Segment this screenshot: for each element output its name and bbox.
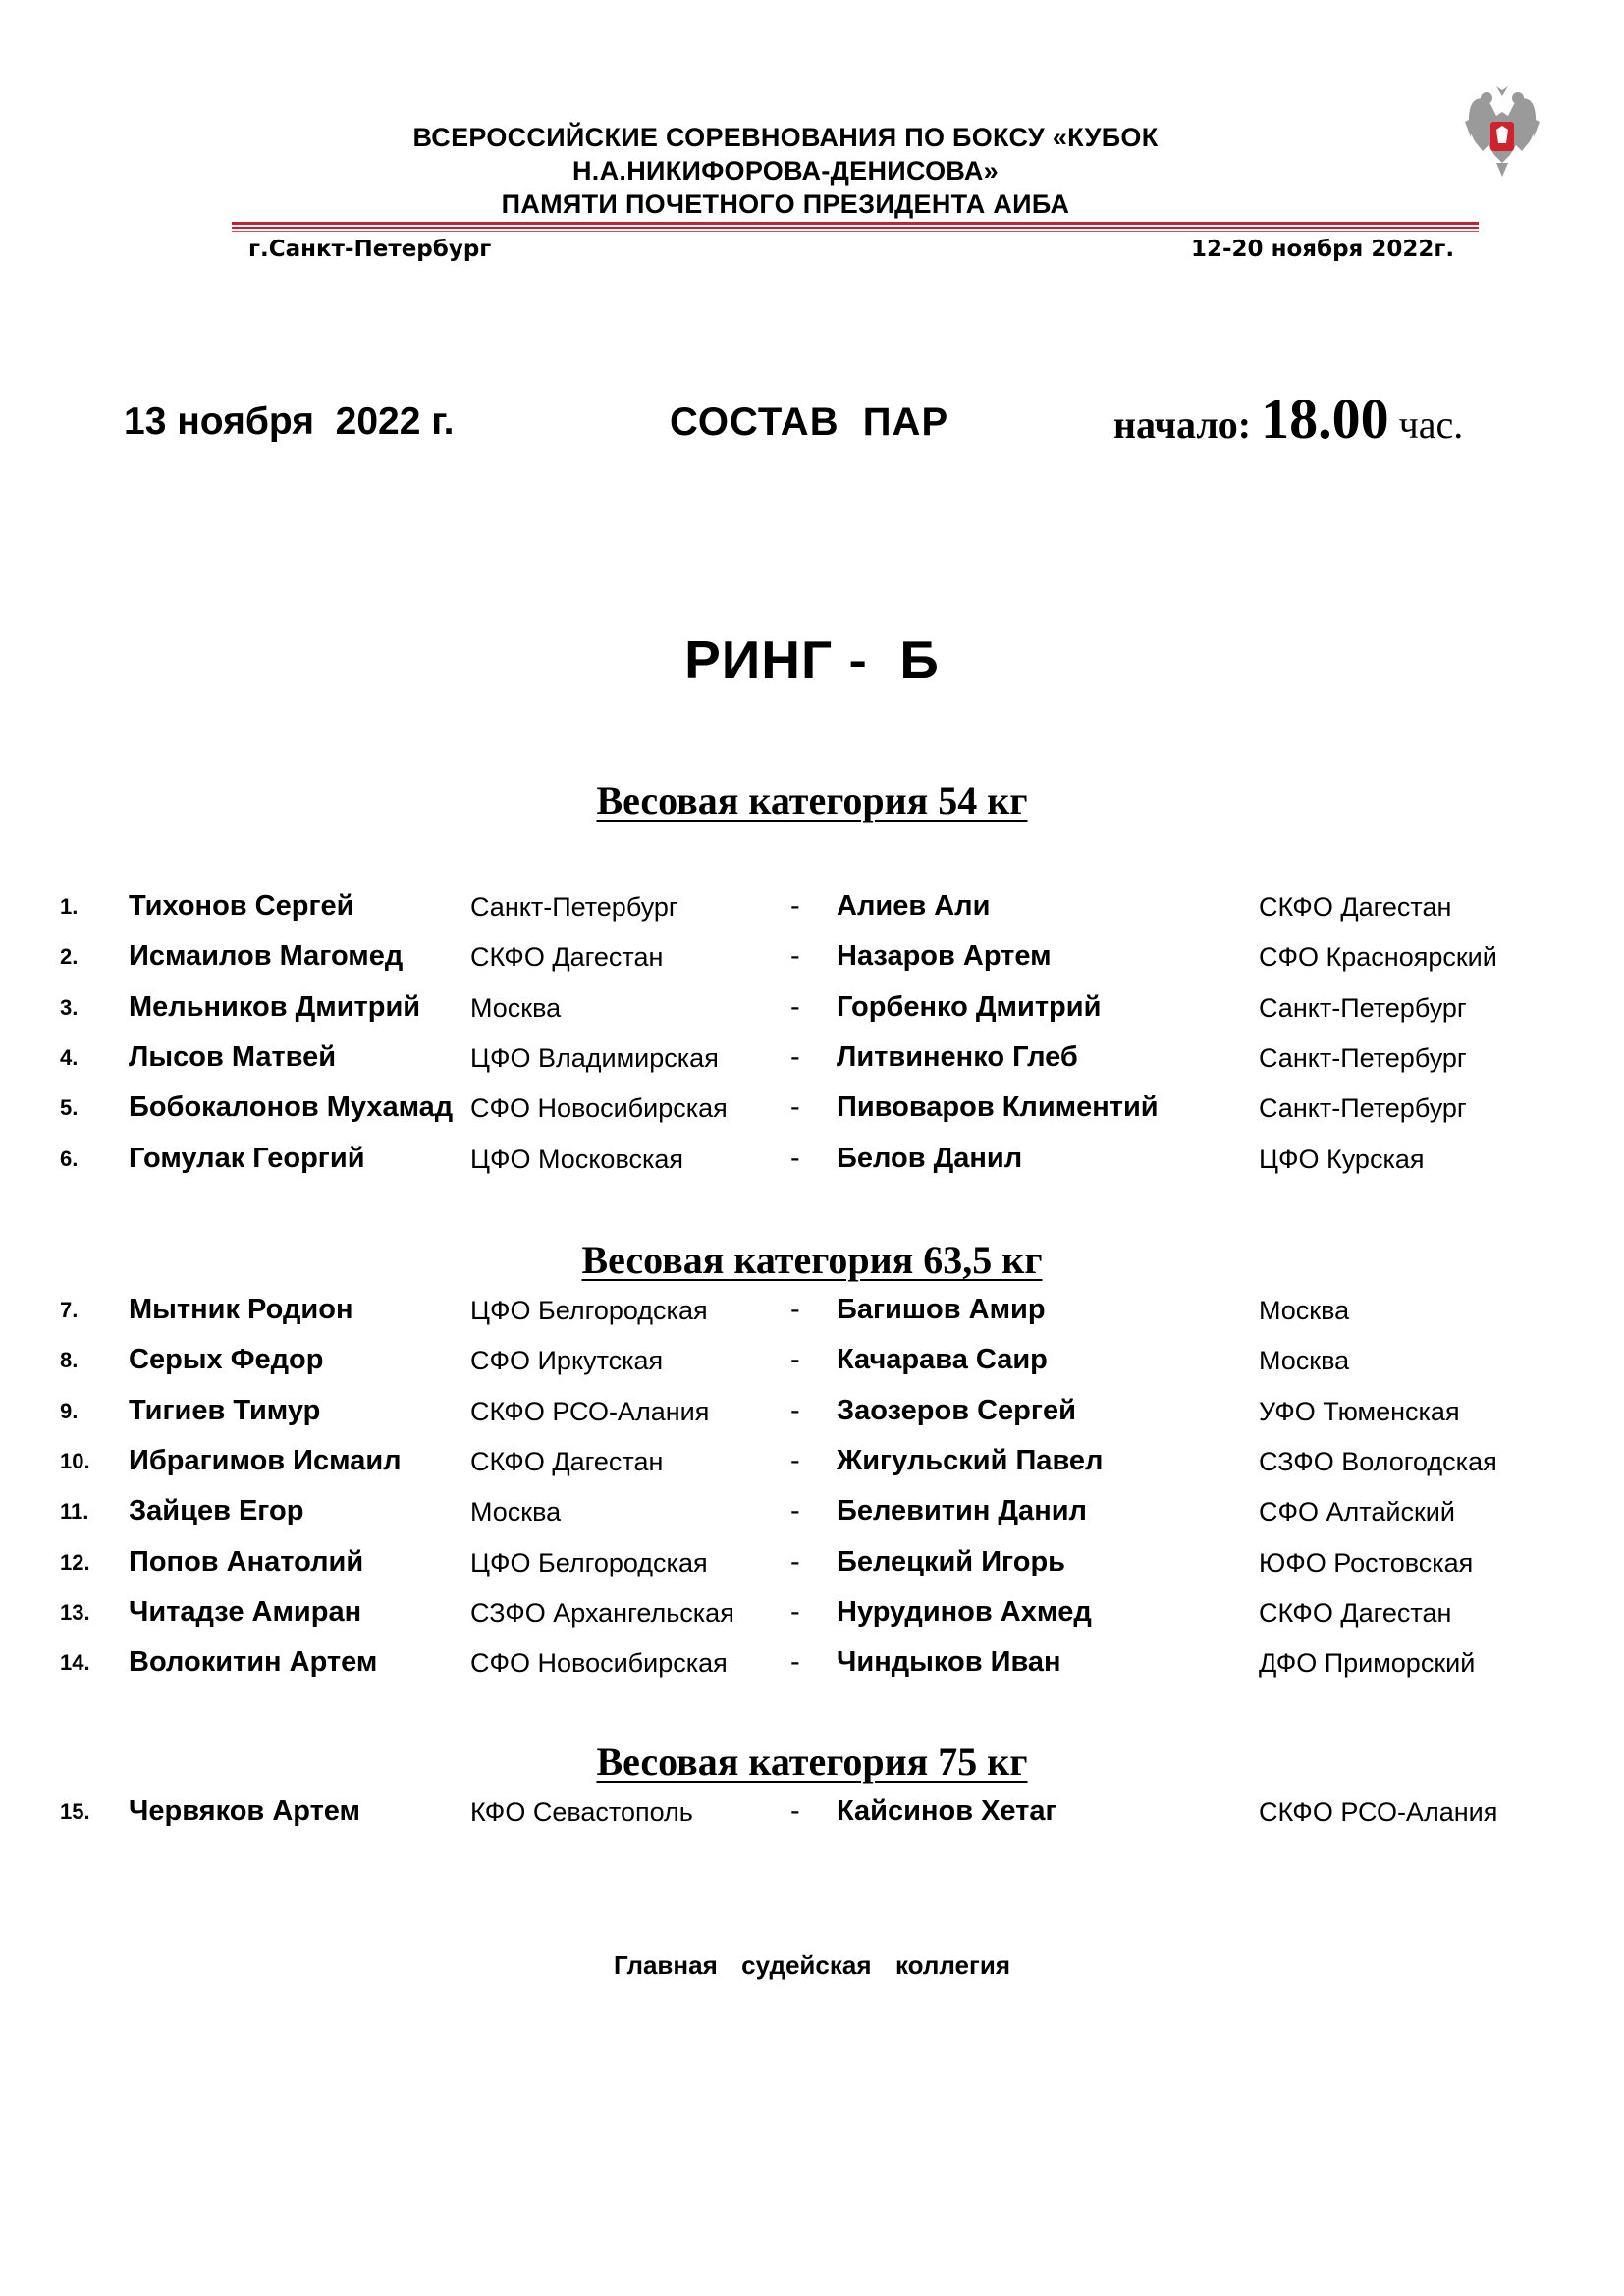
boxer-blue-region: СФО Красноярский (1259, 942, 1497, 972)
boxer-blue-name: Белов Данил (837, 1143, 1023, 1174)
boxer-blue-name: Назаров Артем (837, 940, 1052, 972)
event-dates: 12-20 ноября 2022г. (1191, 237, 1455, 262)
boxer-red-region: ЦФО Белгородская (470, 1296, 708, 1325)
ring-title: РИНГ - Б (684, 629, 940, 690)
boxer-blue-region: СЗФО Вологодская (1259, 1447, 1497, 1476)
bout-number: 9. (60, 1399, 79, 1423)
bout-separator: - (790, 1294, 800, 1325)
boxer-blue-region: СФО Алтайский (1259, 1497, 1455, 1526)
double-headed-eagle-emblem-icon (1461, 82, 1543, 181)
boxer-red-name: Мельников Дмитрий (129, 991, 421, 1023)
boxer-red-region: СФО Новосибирская (470, 1094, 728, 1123)
boxer-blue-region: СКФО РСО-Алания (1259, 1797, 1498, 1827)
boxer-red-region: СКФО Дагестан (470, 1447, 664, 1476)
bout-number: 2. (60, 944, 79, 969)
boxer-blue-region: ЮФО Ростовская (1259, 1548, 1474, 1577)
bout-number: 7. (60, 1298, 79, 1322)
boxer-blue-name: Кайсинов Хетаг (837, 1795, 1057, 1827)
footer-signature: Главная судейская коллегия (614, 1950, 1010, 1980)
header-rule-bottom (232, 231, 1479, 232)
boxer-blue-name: Белевитин Данил (837, 1495, 1087, 1526)
header-rule-top (232, 222, 1479, 225)
bout-number: 11. (60, 1499, 89, 1523)
boxer-red-name: Попов Анатолий (129, 1546, 364, 1577)
bout-number: 12. (60, 1550, 90, 1575)
boxer-blue-name: Горбенко Дмитрий (837, 991, 1102, 1023)
boxer-red-region: СФО Новосибирская (470, 1648, 728, 1678)
title-line-3: ПАМЯТИ ПОЧЕТНОГО ПРЕЗИДЕНТА АИБА (501, 189, 1070, 219)
bout-date: 13 ноября 2022 г. (124, 400, 455, 443)
boxer-blue-name: Литвиненко Глеб (837, 1041, 1078, 1073)
boxer-red-name: Мытник Родион (129, 1294, 353, 1325)
start-time-unit: час. (1398, 402, 1464, 447)
bout-number: 1. (60, 894, 79, 919)
weight-category-title: Весовая категория 75 кг (596, 1739, 1028, 1784)
boxer-blue-region: Москва (1259, 1296, 1350, 1325)
bout-number: 8. (60, 1348, 79, 1372)
bout-number: 4. (60, 1045, 79, 1070)
boxer-blue-region: УФО Тюменская (1259, 1397, 1460, 1426)
boxer-blue-name: Белецкий Игорь (837, 1546, 1065, 1577)
city: г.Санкт-Петербург (248, 237, 492, 262)
boxer-blue-region: ЦФО Курская (1259, 1145, 1425, 1174)
boxer-red-name: Читадзе Амиран (129, 1596, 362, 1628)
bout-separator: - (790, 1143, 800, 1174)
bout-separator: - (790, 1646, 800, 1678)
bout-separator: - (790, 1395, 800, 1426)
boxer-red-region: ЦФО Владимирская (470, 1043, 719, 1073)
bout-row (0, 890, 1624, 930)
boxer-blue-region: ДФО Приморский (1259, 1648, 1476, 1678)
boxer-blue-region: СКФО Дагестан (1259, 1598, 1452, 1628)
bout-row (0, 1041, 1624, 1081)
boxer-blue-name: Алиев Али (837, 890, 991, 922)
bout-separator: - (790, 1795, 800, 1827)
boxer-red-region: Москва (470, 993, 562, 1023)
boxer-blue-name: Пивоваров Климентий (837, 1092, 1159, 1123)
bout-row (0, 1143, 1624, 1182)
pairs-heading: СОСТАВ ПАР (670, 400, 949, 444)
boxer-red-name: Червяков Артем (129, 1795, 360, 1827)
boxer-red-region: СКФО РСО-Алания (470, 1397, 710, 1426)
bout-separator: - (790, 1596, 800, 1628)
boxer-red-region: ЦФО Белгородская (470, 1548, 708, 1577)
boxer-red-name: Зайцев Егор (129, 1495, 304, 1526)
bout-number: 5. (60, 1095, 79, 1120)
bout-row (0, 1596, 1624, 1635)
bout-row (0, 1395, 1624, 1434)
bout-row (0, 1445, 1624, 1484)
boxer-red-region: Москва (470, 1497, 562, 1526)
boxer-red-name: Тихонов Сергей (129, 890, 354, 922)
title-line-1: ВСЕРОССИЙСКИЕ СОРЕВНОВАНИЯ ПО БОКСУ «КУБОК (412, 123, 1159, 152)
bout-separator: - (790, 1041, 800, 1073)
boxer-blue-region: СКФО Дагестан (1259, 892, 1452, 922)
boxer-blue-region: Санкт-Петербург (1259, 1043, 1467, 1073)
start-time (1113, 386, 1463, 452)
bout-separator: - (790, 1495, 800, 1526)
bout-separator: - (790, 890, 800, 922)
bout-separator: - (790, 940, 800, 972)
bout-row (0, 1795, 1624, 1835)
bout-row (0, 1344, 1624, 1383)
boxer-blue-region: Санкт-Петербург (1259, 993, 1467, 1023)
bout-separator: - (790, 1344, 800, 1375)
boxer-red-name: Исмаилов Магомед (129, 940, 404, 972)
bout-row (0, 1546, 1624, 1585)
bout-number: 6. (60, 1147, 79, 1171)
weight-category-title: Весовая категория 54 кг (596, 778, 1028, 823)
bout-number: 13. (60, 1600, 90, 1625)
bout-row (0, 940, 1624, 980)
boxer-blue-name: Чиндыков Иван (837, 1646, 1061, 1678)
boxer-red-name: Волокитин Артем (129, 1646, 378, 1678)
boxer-red-region: ЦФО Московская (470, 1145, 684, 1174)
bout-row (0, 1495, 1624, 1534)
boxer-blue-region: Москва (1259, 1346, 1350, 1375)
header-rule-middle (232, 227, 1479, 229)
start-time-value: 18.00 (1261, 387, 1389, 451)
boxer-red-name: Тигиев Тимур (129, 1395, 321, 1426)
boxer-red-name: Бобокалонов Мухамад (129, 1092, 454, 1123)
start-label: начало: (1113, 402, 1252, 447)
bout-separator: - (790, 1092, 800, 1123)
bout-separator: - (790, 991, 800, 1023)
bout-separator: - (790, 1546, 800, 1577)
boxer-red-name: Гомулак Георгий (129, 1143, 365, 1174)
bout-number: 10. (60, 1449, 90, 1473)
boxer-red-region: КФО Севастополь (470, 1797, 693, 1827)
boxer-red-name: Серых Федор (129, 1344, 324, 1375)
bout-row (0, 1646, 1624, 1685)
boxer-red-name: Лысов Матвей (129, 1041, 337, 1073)
title-line-2: Н.А.НИКИФОРОВА-ДЕНИСОВА» (572, 156, 999, 186)
boxer-red-region: СФО Иркутская (470, 1346, 664, 1375)
boxer-blue-name: Качарава Саир (837, 1344, 1048, 1375)
bout-row (0, 991, 1624, 1031)
boxer-red-name: Ибрагимов Исмаил (129, 1445, 402, 1476)
bout-number: 15. (60, 1799, 90, 1824)
boxer-blue-region: Санкт-Петербург (1259, 1094, 1467, 1123)
bout-row (0, 1294, 1624, 1333)
boxer-red-region: СКФО Дагестан (470, 942, 664, 972)
boxer-red-region: Санкт-Петербург (470, 892, 678, 922)
boxer-blue-name: Жигульский Павел (837, 1445, 1104, 1476)
boxer-blue-name: Багишов Амир (837, 1294, 1046, 1325)
bout-row (0, 1092, 1624, 1131)
boxer-red-region: СЗФО Архангельская (470, 1598, 734, 1628)
weight-category-title: Весовая категория 63,5 кг (581, 1238, 1043, 1282)
bout-number: 14. (60, 1650, 90, 1675)
boxer-blue-name: Заозеров Сергей (837, 1395, 1076, 1426)
bout-separator: - (790, 1445, 800, 1476)
bout-number: 3. (60, 995, 79, 1020)
boxer-blue-name: Нурудинов Ахмед (837, 1596, 1092, 1628)
